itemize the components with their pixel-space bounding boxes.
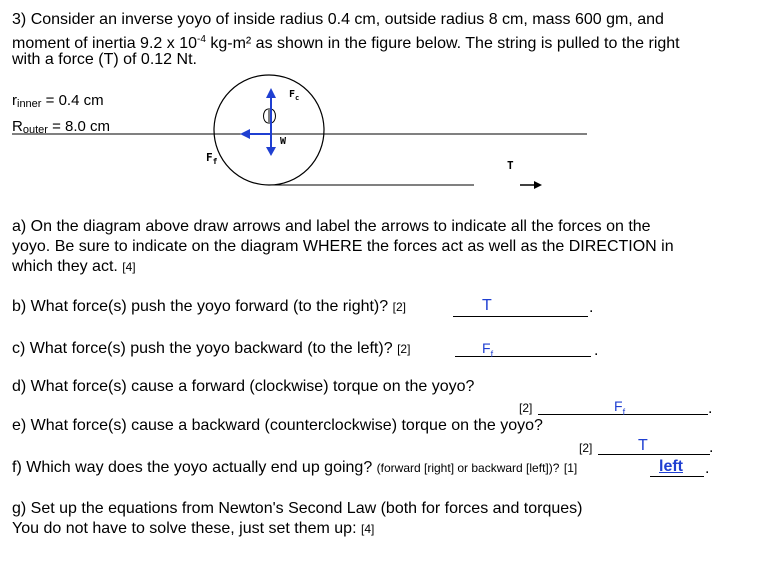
yoyo-outer-circle	[214, 75, 324, 185]
part-f	[12, 458, 577, 478]
part-c-points: [2]	[397, 342, 411, 356]
w-label: W	[280, 136, 287, 147]
part-b	[12, 297, 406, 317]
part-d-points: [2]	[519, 401, 533, 415]
ff-arrowhead	[240, 129, 250, 139]
part-f-points: [1]	[563, 461, 578, 475]
part-a-line-3: which they act. [4]	[12, 258, 136, 275]
part-e-question: e) What force(s) cause a backward (counterclockwise) torque on the yoyo?	[12, 417, 543, 434]
part-e-answer[interactable]: T	[638, 437, 648, 454]
part-c	[12, 339, 410, 359]
problem-line-3: with a force (T) of 0.12 Nt.	[12, 51, 197, 68]
exponent: -4	[196, 34, 206, 45]
part-a-points: [4]	[122, 260, 136, 274]
part-b-answer[interactable]: T	[482, 297, 492, 314]
problem-number: 3)	[12, 11, 27, 28]
fc-arrowhead	[266, 88, 276, 98]
part-g-points: [4]	[360, 522, 375, 536]
part-d-question: d) What force(s) cause a forward (clockwise) torque on the yoyo?	[12, 378, 475, 395]
t-label: T	[507, 159, 514, 172]
problem-text-2b: kg-m² as shown in the figure below. The string is pulled to the right	[205, 35, 680, 52]
part-f-question: f) Which way does the yoyo actually end up going?	[12, 459, 373, 476]
part-f-answer[interactable]: left	[659, 458, 683, 475]
part-e-points: [2]	[579, 441, 593, 455]
part-b-question: b) What force(s) push the yoyo forward (to the right)?	[12, 298, 389, 315]
w-arrowhead	[266, 147, 276, 156]
fc-label: $F_c$	[289, 89, 300, 102]
ff-label: $F_f$	[206, 151, 218, 167]
part-g-line-2: You do not have to solve these, just set them up: [4]	[12, 520, 375, 537]
problem-line-1	[12, 10, 664, 30]
problem-text-1: Consider an inverse yoyo of inside radius 0.4 cm, outside radius 8 cm, mass 600 gm, and	[30, 11, 664, 28]
part-g-line-1: g) Set up the equations from Newton's Second Law (both for forces and torques)	[12, 500, 583, 517]
r-outer-label: $R_{outer} = 8.0$ cm	[12, 118, 111, 136]
part-a-line-1: a) On the diagram above draw arrows and label the arrows to indicate all the forces on the	[12, 218, 651, 235]
part-b-points: [2]	[392, 300, 406, 314]
t-arrowhead	[534, 181, 542, 189]
part-a-line-2: yoyo. Be sure to indicate on the diagram WHERE the forces act as well as the DIRECTION in	[12, 238, 674, 255]
problem-text-2a: moment of inertia 9.2 x 10	[12, 35, 197, 52]
part-c-question: c) What force(s) push the yoyo backward (to the left)?	[12, 340, 393, 357]
r-inner-label: $r_{inner} = 0.4$ cm	[12, 92, 104, 110]
part-f-hint: (forward [right] or backward [left])?	[376, 461, 560, 475]
part-c-answer[interactable]: $F_f$	[482, 340, 494, 359]
part-d-answer[interactable]: $F_f$	[614, 398, 626, 417]
